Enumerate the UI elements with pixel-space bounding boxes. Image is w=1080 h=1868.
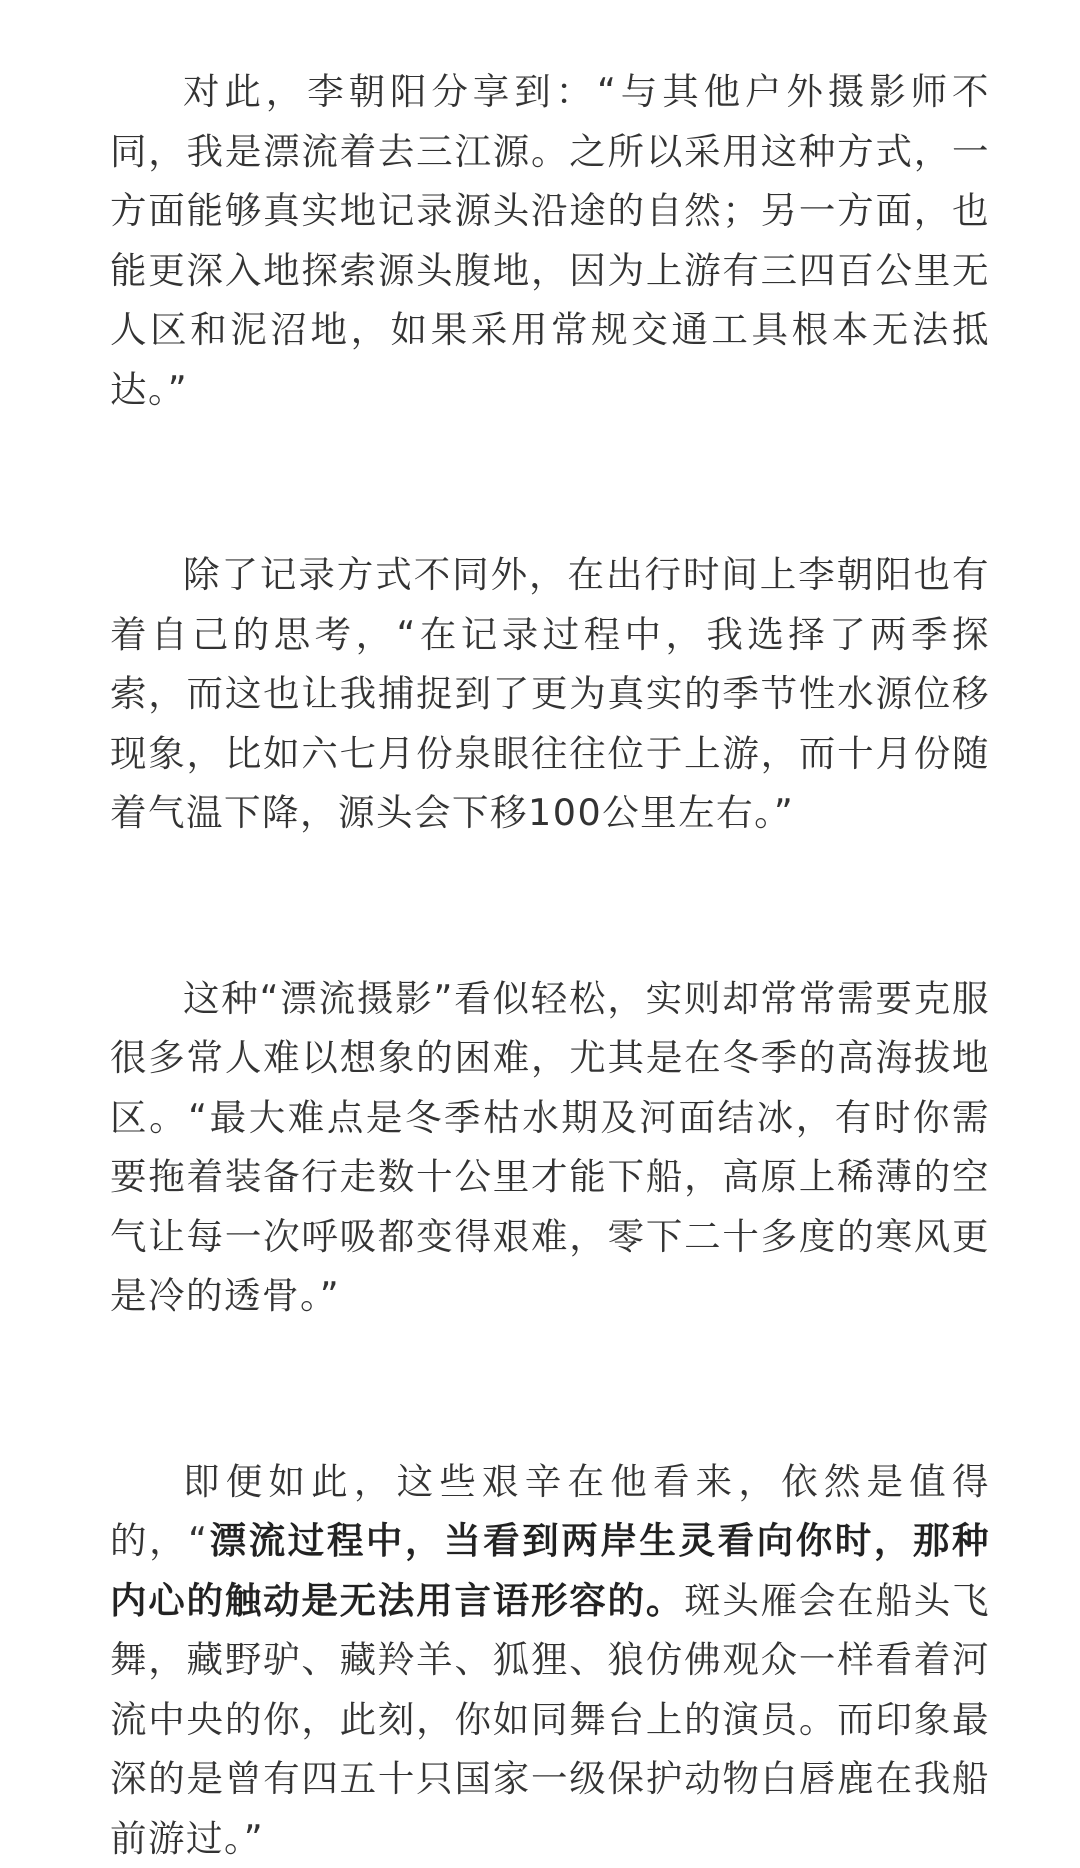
paragraph-2: 除了记录方式不同外，在出行时间上李朝阳也有着自己的思考，“在记录过程中，我选择了两季探索，而这也让我捕捉到了更为真实的季节性水源位移现象，比如六七月份泉眼往往位于上游，而十月份随着气温下降，源头会下移100公里左右。” xyxy=(110,545,990,843)
paragraph-4-rest: 斑头雁会在船头飞舞，藏野驴、藏羚羊、狐狸、狼仿佛观众一样看着河流中央的你，此刻，你如同舞台上的演员。而印象最深的是曾有四五十只国家一级保护动物白唇鹿在我船前游过。” xyxy=(110,1579,990,1860)
article-body xyxy=(110,62,990,1868)
paragraph-3: 这种“漂流摄影”看似轻松，实则却常常需要克服很多常人难以想象的困难，尤其是在冬季的高海拔地区。“最大难点是冬季枯水期及河面结冰，有时你需要拖着装备行走数十公里才能下船，高原上稀薄的空气让每一次呼吸都变得艰难，零下二十多度的寒风更是冷的透骨。” xyxy=(110,969,990,1326)
paragraph-4-emphasis: 漂流过程中，当看到两岸生灵看向你时，那种内心的触动是无法用言语形容的。 xyxy=(110,1519,990,1622)
paragraph-4-intro: 即便如此，这些艰辛在他看来，依然是值得的，“ xyxy=(110,1460,990,1563)
paragraph-1: 对此，李朝阳分享到：“与其他户外摄影师不同，我是漂流着去三江源。之所以采用这种方式，一方面能够真实地记录源头沿途的自然；另一方面，也能更深入地探索源头腹地，因为上游有三四百公里无人区和泥沼地，如果采用常规交通工具根本无法抵达。” xyxy=(110,62,990,419)
paragraph-4 xyxy=(110,1452,990,1868)
